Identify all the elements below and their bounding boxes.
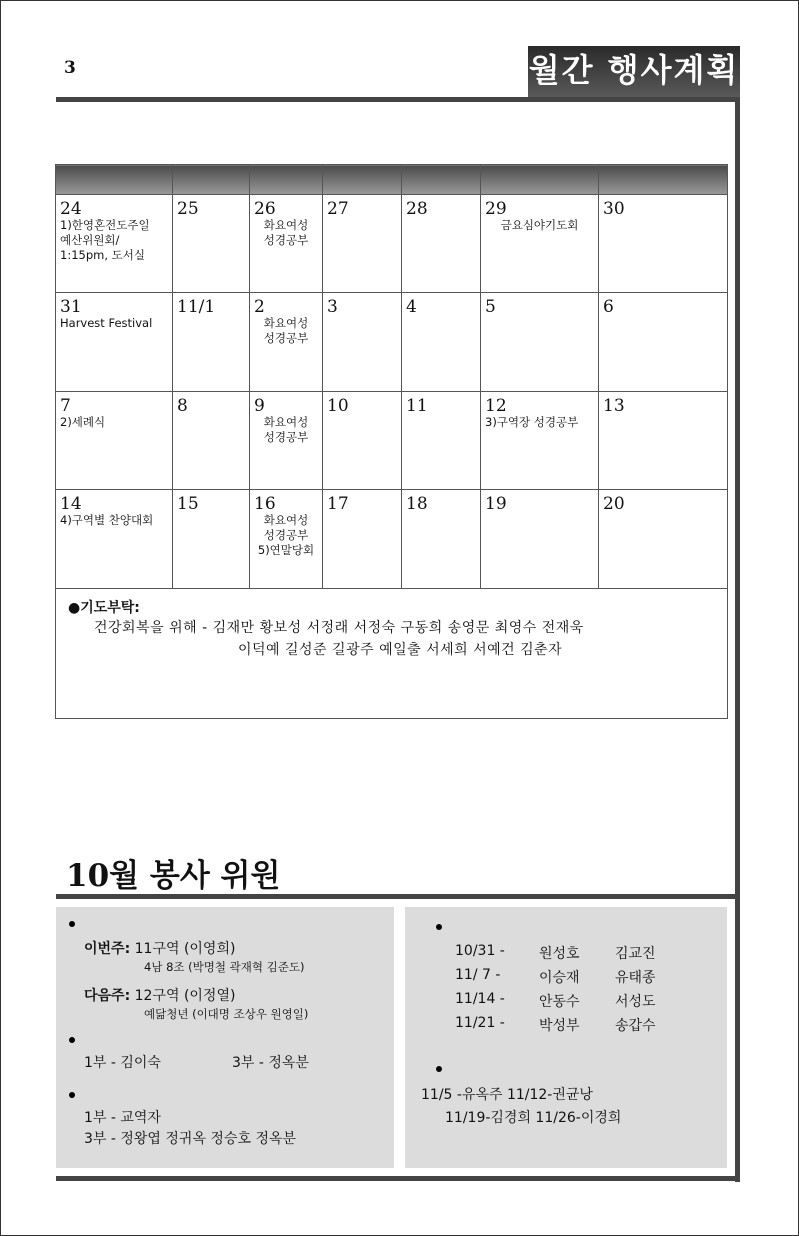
day-number: 16 bbox=[254, 494, 276, 515]
calendar-day-cell bbox=[599, 391, 728, 489]
duty-name: 원성호 bbox=[539, 946, 580, 962]
prayer-title: ●기도부탁: bbox=[68, 599, 140, 616]
day-event: 화요여성 성경공부 bbox=[263, 316, 309, 346]
header-cell bbox=[402, 165, 481, 195]
calendar-day-cell bbox=[599, 293, 728, 391]
prayer-line-2: 이덕예 길성준 길광주 예일출 서세희 서예건 김춘자 bbox=[238, 641, 563, 658]
duty-name: 김교진 bbox=[615, 946, 656, 962]
header-cell bbox=[599, 165, 728, 195]
calendar-day-cell bbox=[402, 490, 481, 589]
calendar-day-cell bbox=[250, 293, 323, 391]
calendar-day-cell bbox=[481, 391, 599, 489]
header-title: 월간 행사계획 bbox=[528, 46, 740, 98]
this-week-sub: 4남 8조 (박명철 곽재혁 김준도) bbox=[144, 960, 305, 974]
duty-name: 이승재 bbox=[539, 970, 580, 986]
calendar-day-cell bbox=[323, 194, 402, 292]
calendar-day-cell bbox=[481, 293, 599, 391]
day-event: 1)한영혼전도주일 예산위원회/ 1:15pm, 도서실 bbox=[60, 217, 150, 262]
this-week-value: 11구역 (이영희) bbox=[134, 941, 236, 957]
calendar-week-row bbox=[56, 490, 728, 589]
day-number: 13 bbox=[603, 395, 625, 416]
calendar-day-cell bbox=[250, 391, 323, 489]
header-cell bbox=[481, 165, 599, 195]
day-number: 15 bbox=[177, 494, 199, 515]
page-number: 3 bbox=[64, 58, 76, 78]
next-week-label: 다음주: bbox=[84, 988, 131, 1004]
calendar-day-cell bbox=[250, 194, 323, 292]
header-cell bbox=[56, 165, 173, 195]
usher-part1: 1부 - 김이숙 bbox=[84, 1055, 161, 1071]
calendar-day-cell bbox=[56, 490, 173, 589]
duty-name: 유태종 bbox=[615, 970, 656, 986]
day-event: Harvest Festival bbox=[60, 316, 153, 331]
service-part3: 3부 - 정왕엽 정귀옥 정승호 정옥분 bbox=[84, 1131, 297, 1147]
calendar-week-row bbox=[56, 293, 728, 391]
day-number: 9 bbox=[254, 395, 265, 416]
service-box-left bbox=[56, 907, 394, 1168]
duty-name: 박성부 bbox=[539, 1018, 580, 1034]
day-event: 화요여성 성경공부 bbox=[263, 217, 309, 247]
day-number: 5 bbox=[485, 297, 496, 318]
day-number: 26 bbox=[254, 198, 276, 219]
calendar-day-cell bbox=[56, 293, 173, 391]
calendar-day-cell bbox=[402, 194, 481, 292]
schedule-line-2: 11/19-김경희 11/26-이경희 bbox=[445, 1110, 622, 1126]
day-number: 28 bbox=[406, 198, 428, 219]
service-part1: 1부 - 교역자 bbox=[84, 1110, 161, 1126]
day-event: 화요여성 성경공부 5)연말당회 bbox=[257, 513, 315, 558]
calendar-table bbox=[55, 164, 728, 719]
calendar-day-cell bbox=[323, 293, 402, 391]
bullet-icon bbox=[69, 921, 75, 927]
calendar-day-cell bbox=[599, 194, 728, 292]
next-week-sub: 예닮청년 (이대명 조상우 원영일) bbox=[144, 1007, 309, 1021]
day-number: 27 bbox=[327, 198, 349, 219]
duty-date: 11/21 - bbox=[455, 1015, 505, 1031]
duty-name: 안동수 bbox=[539, 994, 580, 1010]
day-number: 2 bbox=[254, 297, 265, 318]
day-event: 2)세례식 bbox=[60, 414, 106, 429]
day-number: 18 bbox=[406, 494, 428, 515]
right-rule bbox=[735, 97, 740, 1182]
duty-date: 11/14 - bbox=[455, 991, 505, 1007]
bullet-icon bbox=[436, 924, 442, 930]
day-number: 19 bbox=[485, 494, 507, 515]
calendar-day-cell bbox=[402, 391, 481, 489]
bottom-rule bbox=[56, 1176, 740, 1181]
prayer-line-1: 건강회복을 위해 - 김재만 황보성 서정래 서정숙 구동희 송영문 최영수 전재욱 bbox=[94, 619, 584, 636]
day-number: 7 bbox=[60, 395, 71, 416]
day-event: 화요여성 성경공부 bbox=[263, 414, 309, 444]
calendar-day-cell bbox=[250, 490, 323, 589]
header-cell bbox=[173, 165, 250, 195]
middle-rule bbox=[56, 894, 740, 899]
header-cell bbox=[323, 165, 402, 195]
duty-date: 10/31 - bbox=[455, 943, 505, 959]
day-number: 3 bbox=[327, 297, 338, 318]
calendar-day-cell bbox=[402, 293, 481, 391]
bullet-icon bbox=[69, 1092, 75, 1098]
calendar-day-cell bbox=[56, 194, 173, 292]
calendar-header-row bbox=[56, 165, 728, 195]
usher-part3: 3부 - 정옥분 bbox=[232, 1055, 309, 1071]
service-box-right bbox=[405, 907, 727, 1168]
prayer-request-cell bbox=[56, 588, 728, 718]
bullet-icon bbox=[69, 1037, 75, 1043]
calendar-day-cell bbox=[173, 293, 250, 391]
day-number: 11 bbox=[406, 395, 428, 416]
service-section-title: 10월 봉사 위원 bbox=[66, 858, 281, 894]
day-number: 17 bbox=[327, 494, 349, 515]
day-number: 10 bbox=[327, 395, 349, 416]
day-number: 31 bbox=[60, 297, 82, 318]
day-number: 20 bbox=[603, 494, 625, 515]
day-number: 24 bbox=[60, 198, 82, 219]
day-number: 25 bbox=[177, 198, 199, 219]
duty-date: 11/ 7 - bbox=[455, 967, 501, 983]
calendar-day-cell bbox=[323, 490, 402, 589]
calendar-day-cell bbox=[173, 391, 250, 489]
next-week-value: 12구역 (이정열) bbox=[134, 988, 236, 1004]
day-event: 금요심야기도회 bbox=[500, 217, 579, 232]
header-cell bbox=[250, 165, 323, 195]
calendar-week-row bbox=[56, 391, 728, 489]
top-rule bbox=[56, 97, 740, 102]
day-event: 4)구역별 찬양대회 bbox=[60, 513, 154, 528]
calendar-day-cell bbox=[323, 391, 402, 489]
day-number: 14 bbox=[60, 494, 82, 515]
calendar-day-cell bbox=[173, 490, 250, 589]
calendar-day-cell bbox=[56, 391, 173, 489]
duty-name: 서성도 bbox=[615, 994, 656, 1010]
day-number: 4 bbox=[406, 297, 417, 318]
day-number: 6 bbox=[603, 297, 614, 318]
day-event: 3)구역장 성경공부 bbox=[485, 414, 579, 429]
calendar-day-cell bbox=[481, 490, 599, 589]
day-number: 8 bbox=[177, 395, 188, 416]
day-number: 11/1 bbox=[177, 297, 216, 318]
calendar-day-cell bbox=[173, 194, 250, 292]
calendar-week-row bbox=[56, 194, 728, 292]
schedule-line-1: 11/5 -유옥주 11/12-권균낭 bbox=[421, 1087, 593, 1103]
day-number: 29 bbox=[485, 198, 507, 219]
bullet-icon bbox=[436, 1066, 442, 1072]
calendar-day-cell bbox=[481, 194, 599, 292]
day-number: 12 bbox=[485, 395, 507, 416]
this-week-label: 이번주: bbox=[84, 941, 131, 957]
duty-name: 송갑수 bbox=[615, 1018, 656, 1034]
day-number: 30 bbox=[603, 198, 625, 219]
calendar-day-cell bbox=[599, 490, 728, 589]
